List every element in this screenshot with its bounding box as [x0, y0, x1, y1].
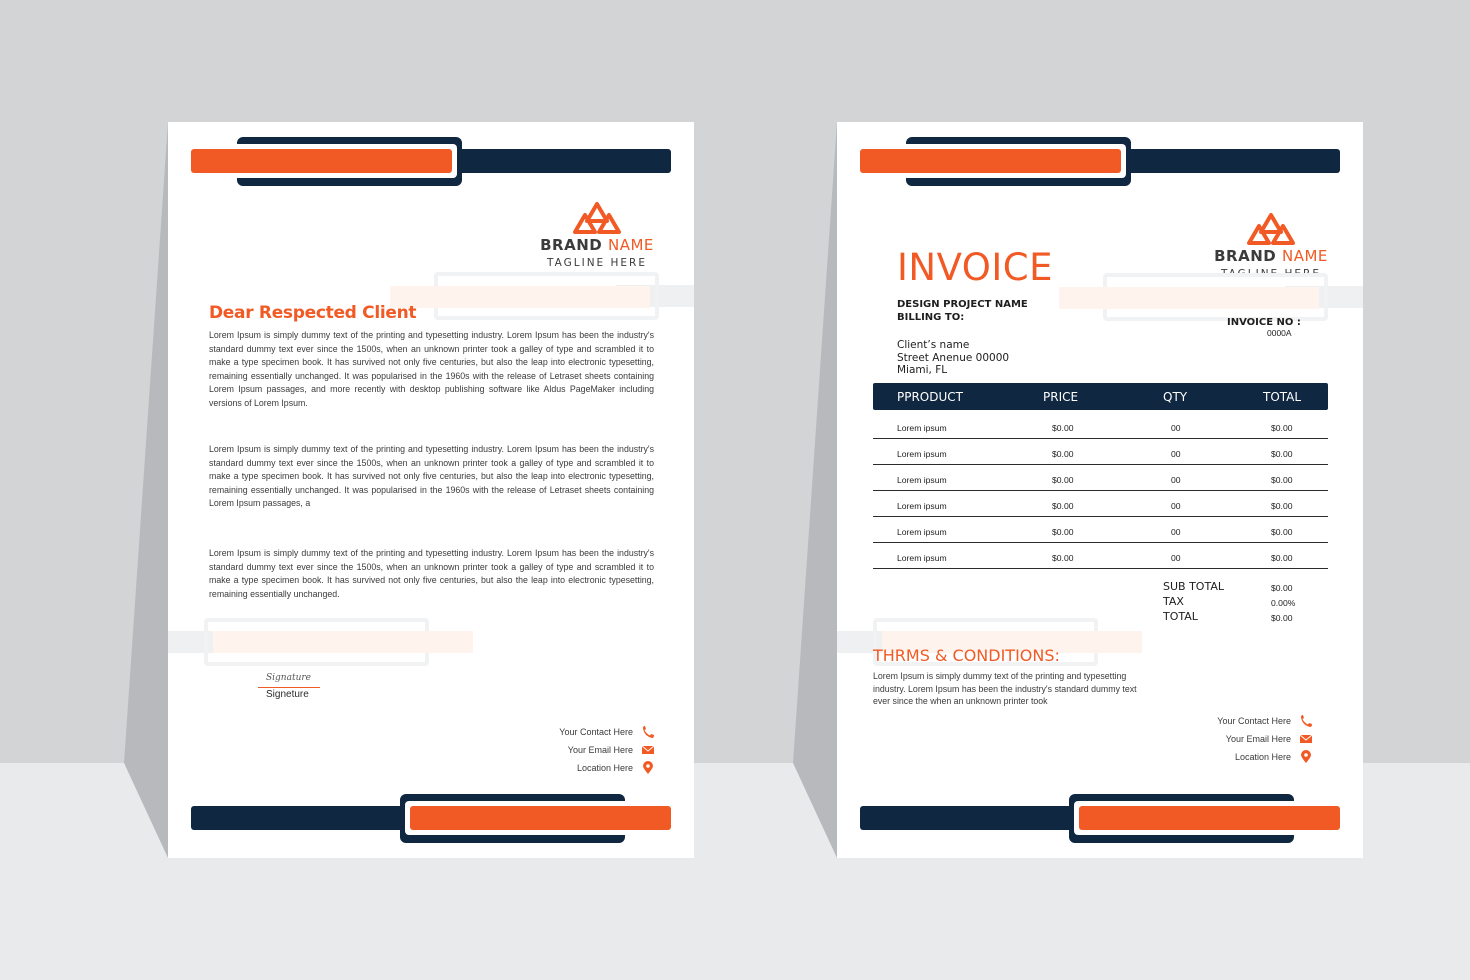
table-row: [873, 465, 1328, 491]
client-street: Street Anenue 00000: [897, 352, 1010, 364]
table-header: [873, 383, 1328, 410]
cell-product: Lorem ipsum: [897, 501, 947, 511]
signature-label: Signeture: [266, 689, 309, 700]
table-row: [873, 491, 1328, 517]
body-paragraph-3: Lorem Ipsum is simply dummy text of the printing and typesetting industry. Lorem Ipsum has been the industry's standard dummy text ever since the 1500s, when an unknown printer took a galley of type and scrambled it to make a type specimen book. It has survived not only five centuries, but also the leap into electronic typesetting, remaining essentially unchanged.: [209, 548, 654, 599]
triple-triangle-logo-icon: [572, 202, 622, 234]
cell-product: Lorem ipsum: [897, 553, 947, 563]
column-header-product: PPRODUCT: [897, 390, 963, 404]
body-paragraph-1: Lorem Ipsum is simply dummy text of the printing and typesetting industry. Lorem Ipsum has been the industry's standard dummy text ever since the 1500s, when an unknown printer took a galley of type and scrambled it to make a type specimen book. It has survived not only five centuries, but also the leap into electronic typesetting, remaining essentially unchanged. It was popularised in the 1960s with the release of Letraset sheets containing Lorem Ipsum passages, and more recently with desktop publishing software like Aldus PageMaker including versions of Lorem Ipsum.: [209, 330, 654, 408]
column-header-price: PRICE: [1043, 390, 1079, 404]
cell-price: $0.00: [1052, 423, 1074, 433]
brand-block: [1191, 213, 1351, 280]
billing-to-label: BILLING TO:: [897, 312, 965, 323]
brand-name: BRAND NAME: [540, 236, 654, 254]
project-name: DESIGN PROJECT NAME: [897, 299, 1028, 310]
invoice-title: INVOICE: [897, 246, 1053, 289]
contact-list: [1113, 712, 1313, 766]
total-label: TOTAL: [1163, 610, 1198, 623]
greeting: Dear Respected Client: [209, 303, 417, 323]
contact-row-phone: [1113, 712, 1313, 730]
cell-price: $0.00: [1052, 475, 1074, 485]
cell-total: $0.00: [1271, 475, 1293, 485]
table-row: [873, 439, 1328, 465]
cell-product: Lorem ipsum: [897, 475, 947, 485]
cell-total: $0.00: [1271, 553, 1293, 563]
phone-icon: [641, 725, 655, 739]
terms-body: Lorem Ipsum is simply dummy text of the printing and typesetting industry. Lorem Ipsum has been the industry's standard dummy text ever since the when an unknown printer took: [873, 671, 1137, 706]
cell-price: $0.00: [1052, 553, 1074, 563]
contact-row-location: [455, 759, 655, 777]
column-header-total: TOTAL: [1263, 390, 1302, 404]
body-paragraph-2: Lorem Ipsum is simply dummy text of the printing and typesetting industry. Lorem Ipsum has been the industry's standard dummy text ever since the 1500s, when an unknown printer took a galley of type and scrambled it to make a type specimen book. It has survived not only five centuries, but also the leap into electronic typesetting, remaining essentially unchanged. It was popularised in the 1960s with the release of Letraset sheets containing Lorem Ipsum passages, a: [209, 444, 654, 509]
client-name: Client’s name: [897, 339, 970, 351]
subtotal-label: SUB TOTAL: [1163, 580, 1224, 593]
brand-tagline: TAGLINE HERE: [547, 257, 647, 269]
email-icon: [1299, 732, 1313, 746]
signature-script: Signature: [266, 673, 312, 683]
brand-name: BRAND NAME: [1214, 247, 1328, 265]
cell-product: Lorem ipsum: [897, 449, 947, 459]
cell-product: Lorem ipsum: [897, 423, 947, 433]
cell-qty: 00: [1171, 501, 1181, 511]
contact-list: [455, 723, 655, 777]
cell-product: Lorem ipsum: [897, 527, 947, 537]
terms-title: THRMS & CONDITIONS:: [873, 646, 1060, 665]
cell-total: $0.00: [1271, 527, 1293, 537]
column-header-qty: QTY: [1163, 390, 1188, 404]
cell-qty: 00: [1171, 475, 1181, 485]
signature-line: [258, 687, 320, 688]
cell-qty: 00: [1171, 527, 1181, 537]
table-row: [873, 543, 1328, 569]
phone-icon: [1299, 714, 1313, 728]
cell-total: $0.00: [1271, 423, 1293, 433]
contact-row-email: [1113, 730, 1313, 748]
location-pin-icon: [641, 761, 655, 775]
contact-email-text: Your Email Here: [567, 745, 633, 755]
email-icon: [641, 743, 655, 757]
cell-price: $0.00: [1052, 449, 1074, 459]
invoice-sheet: [837, 122, 1363, 858]
contact-row-location: [1113, 748, 1313, 766]
table-row: [873, 413, 1328, 439]
client-city: Miami, FL: [897, 364, 948, 376]
contact-email-text: Your Email Here: [1225, 734, 1291, 744]
cell-price: $0.00: [1052, 527, 1074, 537]
accent-peach-strip: [1059, 287, 1319, 309]
contact-phone-text: Your Contact Here: [559, 727, 633, 737]
triple-triangle-logo-icon: [1246, 213, 1296, 245]
brand-block: [517, 202, 677, 269]
invoice-number-value: 0000A: [1267, 328, 1292, 338]
contact-row-phone: [455, 723, 655, 741]
cell-total: $0.00: [1271, 449, 1293, 459]
accent-peach-strip-2: [213, 631, 473, 653]
tax-value: 0.00%: [1271, 598, 1296, 608]
location-pin-icon: [1299, 750, 1313, 764]
invoice-number-label: INVOICE NO :: [1227, 317, 1301, 328]
tax-label: TAX: [1163, 595, 1184, 608]
cell-qty: 00: [1171, 553, 1181, 563]
accent-peach-strip: [390, 286, 650, 308]
total-value: $0.00: [1271, 613, 1293, 623]
letterhead-sheet: [168, 122, 694, 858]
cell-qty: 00: [1171, 423, 1181, 433]
table-row: [873, 517, 1328, 543]
subtotal-value: $0.00: [1271, 583, 1293, 593]
contact-location-text: Location Here: [1234, 752, 1291, 762]
contact-phone-text: Your Contact Here: [1217, 716, 1291, 726]
cell-qty: 00: [1171, 449, 1181, 459]
brand-tagline: TAGLINE HERE: [1221, 268, 1321, 280]
contact-row-email: [455, 741, 655, 759]
cell-total: $0.00: [1271, 501, 1293, 511]
contact-location-text: Location Here: [576, 763, 633, 773]
cell-price: $0.00: [1052, 501, 1074, 511]
